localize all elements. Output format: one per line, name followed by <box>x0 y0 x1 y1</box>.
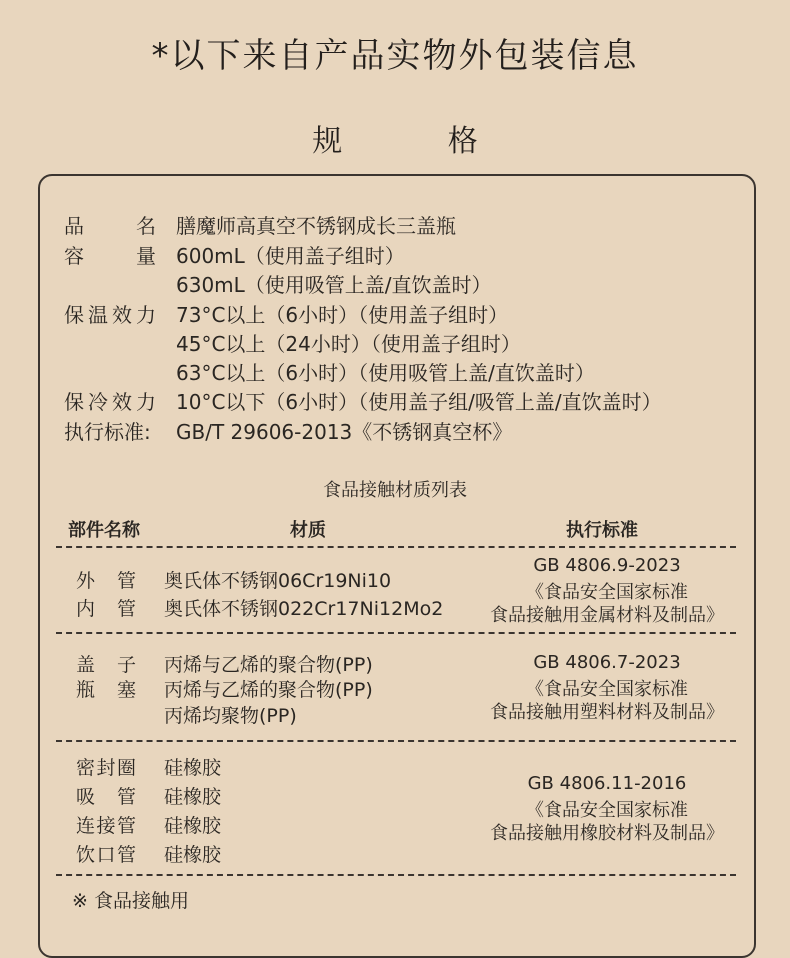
material: 硅橡胶 <box>164 815 222 837</box>
standard-title: 食品接触用塑料材料及制品》 <box>490 702 724 723</box>
standard-title: 《食品安全国家标准 <box>526 582 688 603</box>
standard-code: GB 4806.11-2016 <box>527 773 687 794</box>
spec-row <box>64 271 744 300</box>
header-standard: 执行标准 <box>566 520 638 541</box>
spec-row <box>64 418 744 447</box>
standard-title: 食品接触用金属材料及制品》 <box>490 605 724 626</box>
part-name: 密封圈 <box>76 757 136 779</box>
spec-row <box>64 242 744 271</box>
part-name: 连接管 <box>76 815 136 837</box>
section-title <box>0 116 790 160</box>
material: 丙烯与乙烯的聚合物(PP) <box>164 679 373 701</box>
spec-label: 保冷效力 <box>64 390 156 414</box>
material: 硅橡胶 <box>164 786 222 808</box>
spec-row <box>64 212 744 241</box>
part-name: 盖子 <box>76 654 136 676</box>
page-header: *以下来自产品实物外包装信息 <box>151 36 639 76</box>
material: 丙烯均聚物(PP) <box>164 705 297 727</box>
spec-row <box>64 301 744 330</box>
spec-label: 容量 <box>64 244 156 268</box>
spec-value: 630mL（使用吸管上盖/直饮盖时） <box>176 273 492 297</box>
header-material: 材质 <box>290 520 326 541</box>
footnote: ※ 食品接触用 <box>72 890 189 912</box>
section-title-char-1: 规 <box>312 124 343 159</box>
divider <box>56 874 736 876</box>
spec-label: 保温效力 <box>64 303 156 327</box>
part-name: 瓶塞 <box>76 679 136 701</box>
spec-value: 45°C以上（24小时）（使用盖子组时） <box>176 332 521 356</box>
material: 奥氏体不锈钢06Cr19Ni10 <box>164 570 392 592</box>
standard-title: 《食品安全国家标准 <box>526 800 688 821</box>
spec-value: 600mL（使用盖子组时） <box>176 244 405 268</box>
table-title: 食品接触材质列表 <box>323 480 467 501</box>
spec-value: GB/T 29606-2013《不锈钢真空杯》 <box>176 420 513 444</box>
header-part: 部件名称 <box>68 520 140 541</box>
material: 丙烯与乙烯的聚合物(PP) <box>164 654 373 676</box>
standard-title: 食品接触用橡胶材料及制品》 <box>490 823 724 844</box>
material: 硅橡胶 <box>164 844 222 866</box>
part-name: 饮口管 <box>76 844 136 866</box>
standard-title: 《食品安全国家标准 <box>526 679 688 700</box>
standard-code: GB 4806.7-2023 <box>533 652 681 673</box>
part-name: 外管 <box>76 570 136 592</box>
part-name: 吸管 <box>76 786 136 808</box>
standard-code: GB 4806.9-2023 <box>533 555 681 576</box>
spec-row <box>64 359 744 388</box>
spec-value: 膳魔师高真空不锈钢成长三盖瓶 <box>176 214 456 238</box>
spec-value: 73°C以上（6小时）（使用盖子组时） <box>176 303 509 327</box>
spec-label: 执行标准: <box>64 420 151 444</box>
spec-label: 品名 <box>64 214 156 238</box>
spec-value: 10°C以下（6小时）（使用盖子组/吸管上盖/直饮盖时） <box>176 390 662 414</box>
material: 硅橡胶 <box>164 757 222 779</box>
divider <box>56 740 736 742</box>
part-name: 内管 <box>76 598 136 620</box>
material: 奥氏体不锈钢022Cr17Ni12Mo2 <box>164 598 444 620</box>
spec-value: 63°C以上（6小时）（使用吸管上盖/直饮盖时） <box>176 361 595 385</box>
spec-row <box>64 388 744 417</box>
divider <box>56 546 736 548</box>
section-title-char-2: 格 <box>447 124 478 159</box>
divider <box>56 632 736 634</box>
spec-row <box>64 330 744 359</box>
